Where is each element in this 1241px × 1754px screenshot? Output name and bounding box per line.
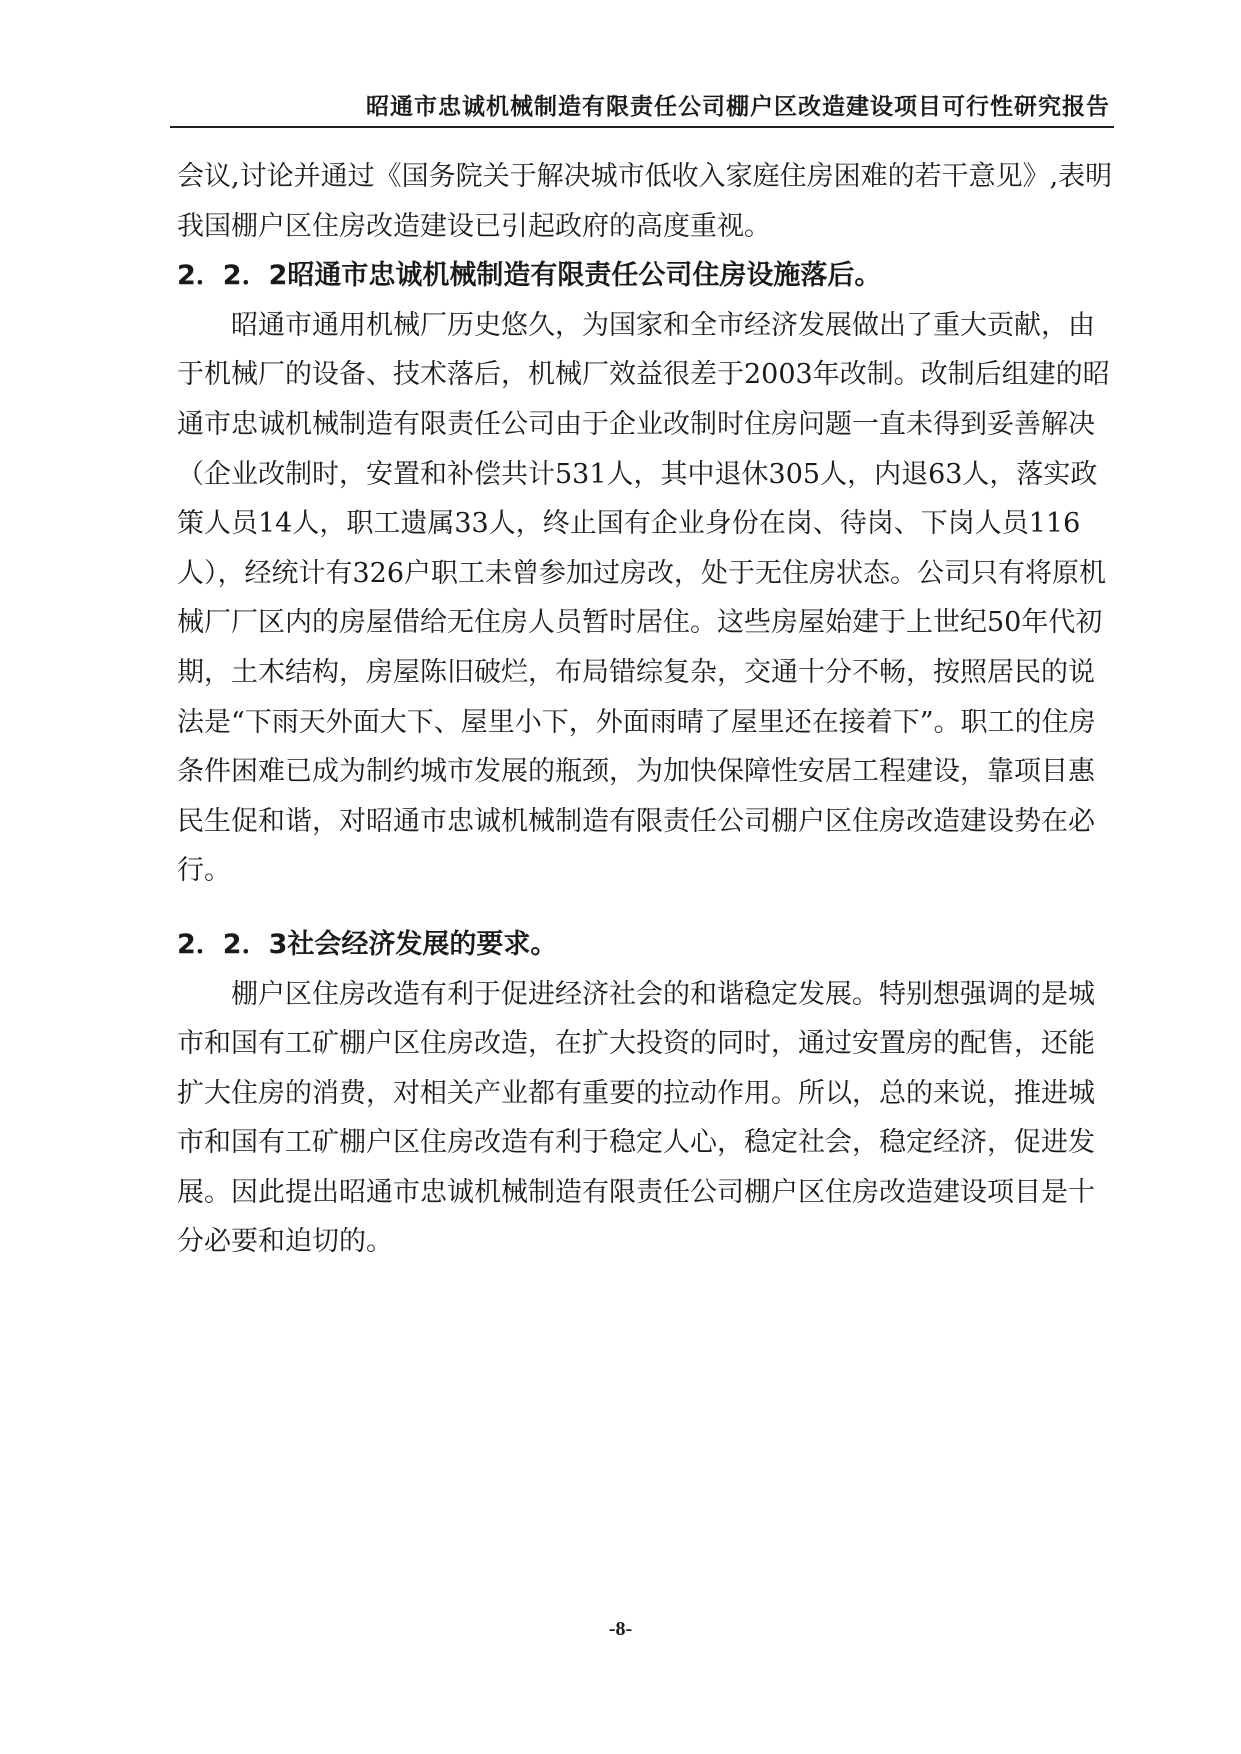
page-number: -8-: [608, 1618, 633, 1640]
page-header: [170, 80, 1114, 128]
section-paragraph-2-2-3: 棚户区住房改造有利于促进经济社会的和谐稳定发展。特别想强调的是城市和国有工矿棚户区住房改造，在扩大投资的同时，通过安置房的配售，还能扩大住房的消费，对相关产业都有重要的拉动作用。所以，总的来说，推进城市和国有工矿棚户区住房改造有利于稳定人心，稳定社会，稳定经济，促进发展。因此提出昭通市忠诚机械制造有限责任公司棚户区住房改造建设项目是十分必要和迫切的。: [177, 978, 1095, 1258]
continuation-paragraph: 会议,讨论并通过《国务院关于解决城市低收入家庭住房困难的若干意见》,表明我国棚户区住房改造建设已引起政府的高度重视。: [177, 161, 1113, 242]
header-title: 昭通市忠诚机械制造有限责任公司棚户区改造建设项目可行性研究报告: [366, 94, 1110, 120]
section-heading-2-2-2: 2．2．2昭通市忠诚机械制造有限责任公司住房设施落后。: [177, 260, 882, 292]
section-paragraph-2-2-2: 昭通市通用机械厂历史悠久，为国家和全市经济发展做出了重大贡献，由于机械厂的设备、技术落后，机械厂效益很差于2003年改制。改制后组建的昭通市忠诚机械制造有限责任公司由于企业改制时住房问题一直未得到妥善解决（企业改制时，安置和补偿共计531人，其中退休305人，内退63人，落实政策人员14人，职工遗属33人，终止国有企业身份在岗、待岗、下岗人员116人），经统计有326户职工未曾参加过房改，处于无住房状态。公司只有将原机械厂厂区内的房屋借给无住房人员暂时居住。这些房屋始建于上世纪50年代初期，土木结构，房屋陈旧破烂，布局错综复杂，交通十分不畅，按照居民的说法是“下雨天外面大下、屋里小下，外面雨晴了屋里还在接着下”。职工的住房条件困难已成为制约城市发展的瓶颈，为加快保障性安居工程建设，靠项目惠民生促和谐，对昭通市忠诚机械制造有限责任公司棚户区住房改造建设势在必行。: [177, 309, 1110, 887]
document-body: [177, 152, 1117, 1267]
section-heading-2-2-3: 2．2．3社会经济发展的要求。: [177, 928, 558, 960]
